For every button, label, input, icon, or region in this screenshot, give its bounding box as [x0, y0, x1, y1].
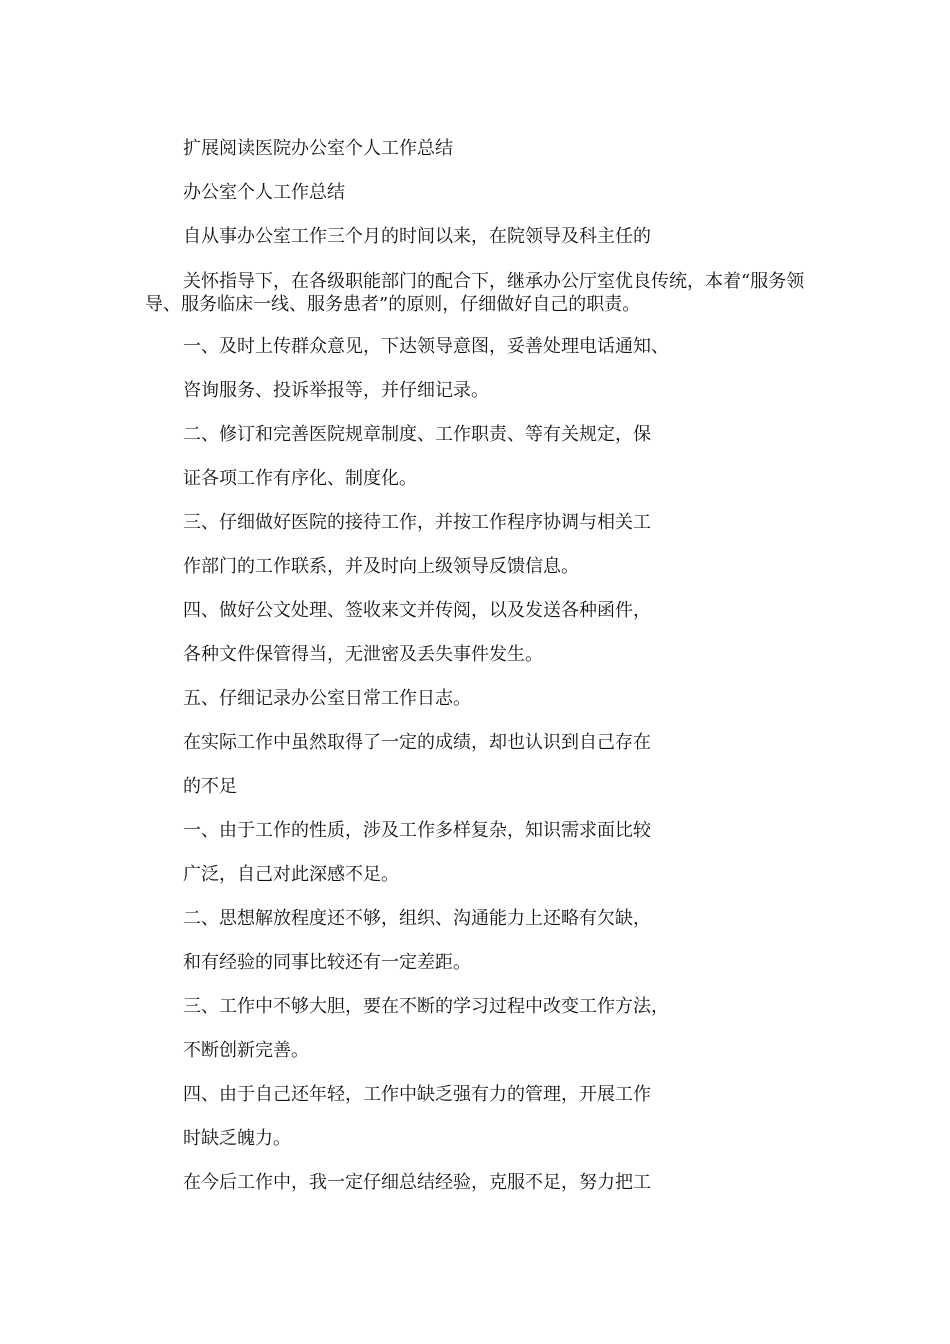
text-line: 在实际工作中虽然取得了一定的成绩，却也认识到自己存在: [183, 732, 651, 753]
text-line: 一、由于工作的性质，涉及工作多样复杂，知识需求面比较: [183, 820, 651, 841]
text-line: 广泛，自己对此深感不足。: [183, 864, 399, 885]
text-line: 的不足: [183, 776, 237, 797]
text-paragraph: 关怀指导下，在各级职能部门的配合下，继承办公厅室优良传统，本着“服务领导、服务临床一线、服务患者”的原则，仔细做好自己的职责。: [145, 271, 805, 315]
text-line: 二、修订和完善医院规章制度、工作职责、等有关规定，保: [183, 424, 651, 445]
text-line: 一、及时上传群众意见，下达领导意图，妥善处理电话通知、: [183, 336, 669, 357]
text-line: 和有经验的同事比较还有一定差距。: [183, 952, 471, 973]
text-line: 二、思想解放程度还不够，组织、沟通能力上还略有欠缺，: [183, 908, 651, 929]
text-line: 在今后工作中，我一定仔细总结经验，克服不足，努力把工: [183, 1172, 651, 1193]
document-heading: 扩展阅读医院办公室个人工作总结: [183, 138, 453, 159]
text-line: 三、仔细做好医院的接待工作，并按工作程序协调与相关工: [183, 512, 651, 533]
document-title: 办公室个人工作总结: [183, 182, 345, 203]
text-line: 作部门的工作联系，并及时向上级领导反馈信息。: [183, 556, 579, 577]
text-line: 三、工作中不够大胆，要在不断的学习过程中改变工作方法，: [183, 996, 669, 1017]
text-line: 各种文件保管得当，无泄密及丢失事件发生。: [183, 644, 543, 665]
text-line: 咨询服务、投诉举报等，并仔细记录。: [183, 380, 489, 401]
text-line: 时缺乏魄力。: [183, 1128, 291, 1149]
text-line: 五、仔细记录办公室日常工作日志。: [183, 688, 471, 709]
text-line: 四、做好公文处理、签收来文并传阅，以及发送各种函件，: [183, 600, 651, 621]
text-line: 四、由于自己还年轻，工作中缺乏强有力的管理，开展工作: [183, 1084, 651, 1105]
text-line: 不断创新完善。: [183, 1040, 309, 1061]
text-line: 自从事办公室工作三个月的时间以来，在院领导及科主任的: [183, 226, 651, 247]
text-line: 证各项工作有序化、制度化。: [183, 468, 417, 489]
